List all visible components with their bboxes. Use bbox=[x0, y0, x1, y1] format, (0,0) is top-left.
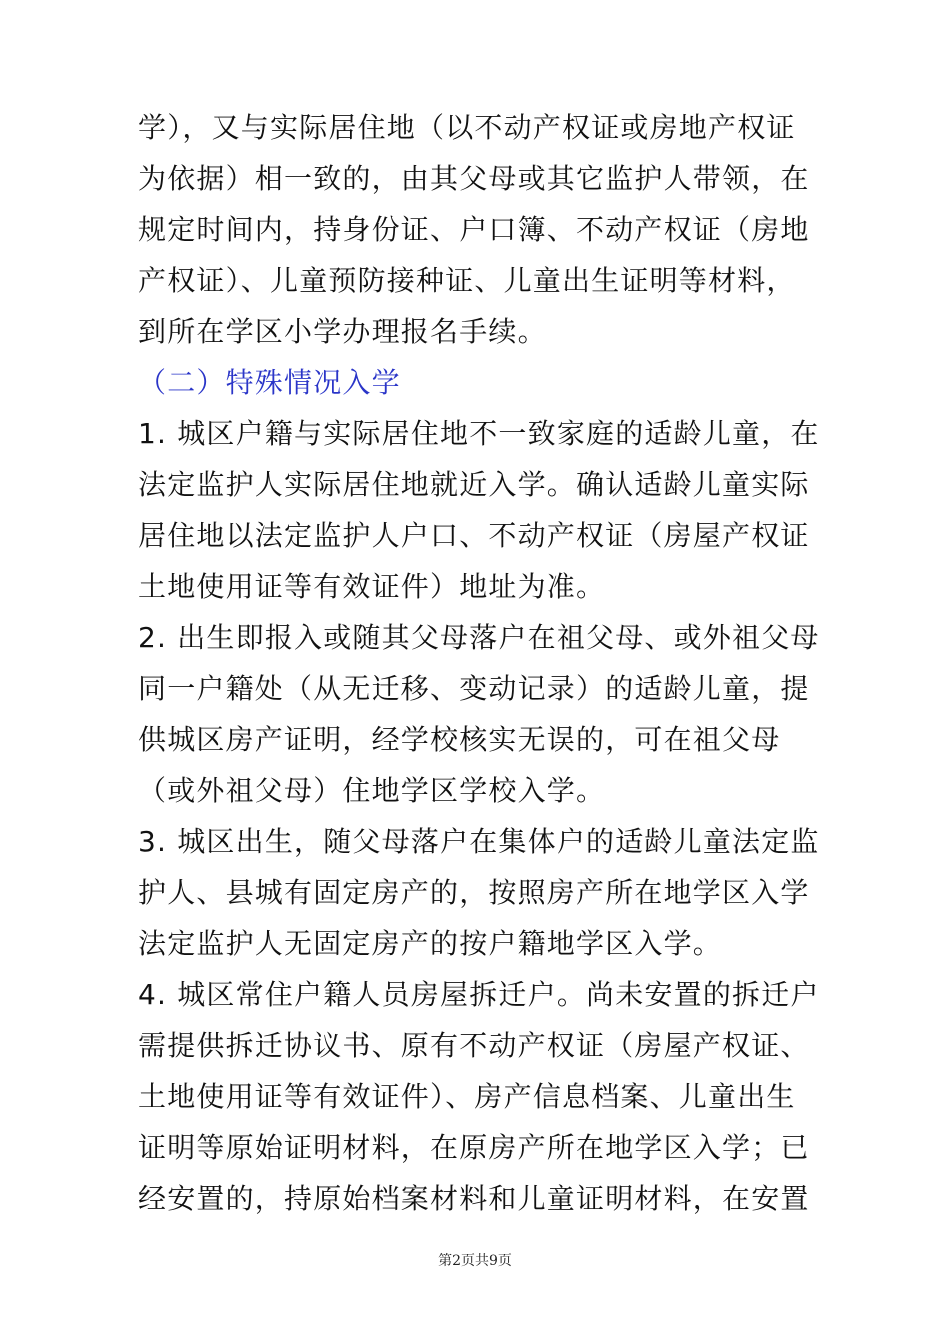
text-line: 经安置的，持原始档案材料和儿童证明材料，在安置 bbox=[138, 1182, 810, 1215]
text-line: 1. 城区户籍与实际居住地不一致家庭的适龄儿童，在 bbox=[138, 417, 820, 450]
list-item-4 bbox=[138, 969, 828, 1224]
section-heading: （二）特殊情况入学 bbox=[138, 366, 401, 399]
text-line: 居住地以法定监护人户口、不动产权证（房屋产权证 bbox=[138, 519, 810, 552]
list-item-1 bbox=[138, 408, 828, 612]
text-line: （或外祖父母）住地学区学校入学。 bbox=[138, 774, 606, 807]
text-line: 产权证）、儿童预防接种证、儿童出生证明等材料， bbox=[138, 264, 796, 297]
text-line: 4. 城区常住户籍人员房屋拆迁户。尚未安置的拆迁户 bbox=[138, 978, 820, 1011]
text-line: 护人、县城有固定房产的，按照房产所在地学区入学 bbox=[138, 876, 810, 909]
text-line: 同一户籍处（从无迁移、变动记录）的适龄儿童，提 bbox=[138, 672, 810, 705]
text-line: 2. 出生即报入或随其父母落户在祖父母、或外祖父母 bbox=[138, 621, 820, 654]
list-item-2 bbox=[138, 612, 828, 816]
text-line: 土地使用证等有效证件）、房产信息档案、儿童出生 bbox=[138, 1080, 796, 1113]
text-line: 规定时间内，持身份证、户口簿、不动产权证（房地 bbox=[138, 213, 810, 246]
text-line: 法定监护人无固定房产的按户籍地学区入学。 bbox=[138, 927, 723, 960]
text-line: 需提供拆迁协议书、原有不动产权证（房屋产权证、 bbox=[138, 1029, 810, 1062]
text-line: 土地使用证等有效证件）地址为准。 bbox=[138, 570, 606, 603]
list-item-3 bbox=[138, 816, 828, 969]
text-line: 到所在学区小学办理报名手续。 bbox=[138, 315, 547, 348]
document-body bbox=[138, 102, 828, 1224]
text-line: 证明等原始证明材料，在原房产所在地学区入学；已 bbox=[138, 1131, 810, 1164]
intro-paragraph bbox=[138, 102, 828, 357]
text-line: 法定监护人实际居住地就近入学。确认适龄儿童实际 bbox=[138, 468, 810, 501]
text-line: 为依据）相一致的，由其父母或其它监护人带领，在 bbox=[138, 162, 810, 195]
text-line: 供城区房产证明，经学校核实无误的，可在祖父母 bbox=[138, 723, 781, 756]
page-number-footer: 第2页共9页 bbox=[438, 1253, 512, 1269]
text-line: 3. 城区出生，随父母落户在集体户的适龄儿童法定监 bbox=[138, 825, 820, 858]
text-line: 学），又与实际居住地（以不动产权证或房地产权证 bbox=[138, 111, 796, 144]
